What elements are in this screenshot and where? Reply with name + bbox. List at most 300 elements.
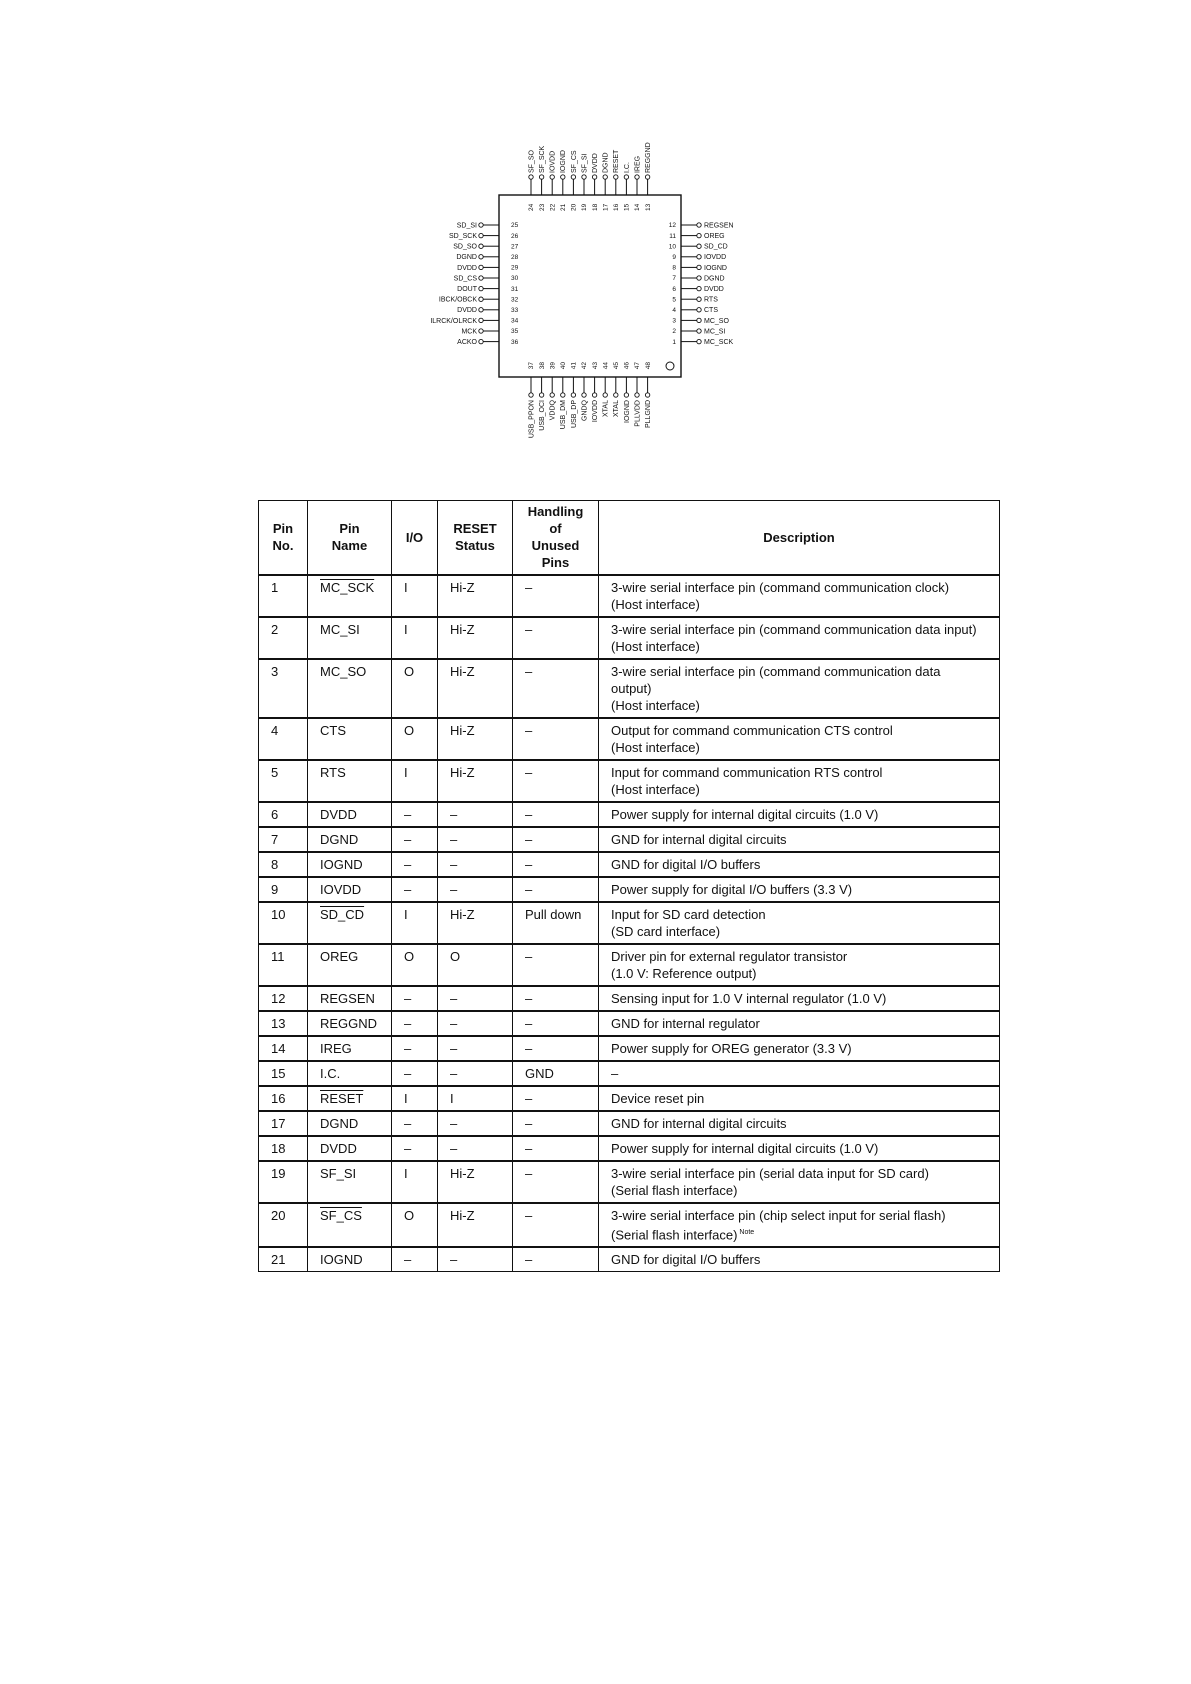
pin-terminal <box>582 175 586 179</box>
cell-name-text: REGSEN <box>320 990 375 1006</box>
pin-number-label: 17 <box>602 203 610 211</box>
cell-reset <box>438 1111 513 1136</box>
pin-terminal <box>550 175 554 179</box>
cell-io <box>392 1036 438 1061</box>
cell-desc <box>599 760 1000 802</box>
cell-desc-text: Input for command communication RTS control (Host interface) <box>611 764 883 797</box>
cell-io-text: O <box>404 722 415 738</box>
table-row <box>259 760 1000 802</box>
pin-terminal <box>614 393 618 397</box>
pin-number-label: 27 <box>511 243 519 251</box>
cell-unused-text: – <box>525 621 533 637</box>
header-io: I/O <box>392 501 438 575</box>
table-row <box>259 1247 1000 1272</box>
cell-reset <box>438 902 513 944</box>
cell-no-text: 17 <box>271 1115 286 1131</box>
pin-terminal <box>479 233 483 237</box>
table-row <box>259 659 1000 718</box>
cell-unused-text: – <box>525 1251 533 1267</box>
pin-terminal <box>479 255 483 259</box>
cell-unused-text: – <box>525 806 533 822</box>
cell-reset <box>438 1061 513 1086</box>
pin-number-label: 46 <box>623 362 631 370</box>
cell-desc <box>599 1136 1000 1161</box>
pin-terminal <box>697 297 701 301</box>
cell-reset <box>438 617 513 659</box>
cell-unused-text: – <box>525 856 533 872</box>
cell-desc-text: Power supply for digital I/O buffers (3.3 V) <box>611 881 853 897</box>
pin-name-label: XTAL <box>602 400 610 417</box>
header-pin-name: Pin Name <box>308 501 392 575</box>
cell-name <box>308 877 392 902</box>
cell-desc <box>599 1203 1000 1247</box>
pin-terminal <box>479 244 483 248</box>
cell-desc-text: 3-wire serial interface pin (command communication data input) (Host interface) <box>611 621 977 654</box>
cell-io-text: – <box>404 1015 412 1031</box>
cell-desc-text: Power supply for internal digital circuits (1.0 V) <box>611 806 879 822</box>
cell-desc <box>599 617 1000 659</box>
cell-unused-text: – <box>525 831 533 847</box>
pin-terminal <box>479 329 483 333</box>
pin-terminal <box>645 175 649 179</box>
cell-desc-text: GND for digital I/O buffers <box>611 856 761 872</box>
cell-unused <box>513 1011 599 1036</box>
header-unused-handling: Handling of Unused Pins <box>513 501 599 575</box>
cell-name-text: MC_SO <box>320 663 367 679</box>
cell-name <box>308 944 392 986</box>
cell-reset <box>438 1136 513 1161</box>
pin-number-label: 9 <box>672 254 676 261</box>
pin-terminal <box>592 175 596 179</box>
cell-io-text: – <box>404 1251 412 1267</box>
cell-unused <box>513 659 599 718</box>
pin-configuration-diagram <box>430 138 800 488</box>
cell-name-text: SD_CD <box>320 906 365 922</box>
cell-no <box>259 718 308 760</box>
cell-unused <box>513 1136 599 1161</box>
pin-number-label: 12 <box>668 222 676 230</box>
table-row <box>259 902 1000 944</box>
pin-terminal <box>697 329 701 333</box>
pin-name-label: DVDD <box>704 286 724 293</box>
cell-reset <box>438 944 513 986</box>
cell-unused <box>513 1111 599 1136</box>
cell-no-text: 5 <box>271 764 279 780</box>
table-row <box>259 1011 1000 1036</box>
pin-number-label: 6 <box>672 285 676 293</box>
cell-name <box>308 986 392 1011</box>
pin-terminal <box>697 308 701 312</box>
cell-desc-text: GND for internal digital circuits <box>611 1115 787 1131</box>
pin-name-label: SD_CS <box>453 275 477 283</box>
cell-no-text: 20 <box>271 1207 286 1223</box>
cell-io-text: – <box>404 1115 412 1131</box>
cell-name-text: RTS <box>320 764 346 780</box>
cell-name-text: REGGND <box>320 1015 378 1031</box>
cell-io <box>392 1136 438 1161</box>
cell-no <box>259 1061 308 1086</box>
pin-terminal <box>603 393 607 397</box>
cell-name-text: SF_SI <box>320 1165 357 1181</box>
header-reset-status: RESET Status <box>438 501 513 575</box>
pin-terminal <box>582 393 586 397</box>
cell-name <box>308 902 392 944</box>
pin-name-label: IOGND <box>560 150 568 173</box>
cell-no-text: 18 <box>271 1140 286 1156</box>
cell-desc-text: Output for command communication CTS control (Host interface) <box>611 722 893 755</box>
pin-terminal <box>479 223 483 227</box>
cell-name-text: IOGND <box>320 1251 363 1267</box>
cell-desc-text: 3-wire serial interface pin (command communication clock) (Host interface) <box>611 579 950 612</box>
cell-desc <box>599 1036 1000 1061</box>
pin-name-label: ACKO <box>457 339 477 346</box>
pin-terminal <box>635 175 639 179</box>
cell-no <box>259 802 308 827</box>
table-body <box>259 575 1000 1272</box>
cell-io <box>392 760 438 802</box>
cell-reset-text: – <box>450 1115 458 1131</box>
pin-terminal <box>603 175 607 179</box>
cell-reset <box>438 1203 513 1247</box>
cell-unused-text: GND <box>525 1065 554 1081</box>
pin-name-label: SF_SI <box>581 153 589 173</box>
pin-number-label: 30 <box>511 275 519 283</box>
pin-name-label: GNDQ <box>581 400 589 421</box>
pin-name-label: IOGND <box>704 264 727 272</box>
cell-unused <box>513 617 599 659</box>
cell-desc-text: GND for internal digital circuits <box>611 831 787 847</box>
cell-reset-text: – <box>450 1015 458 1031</box>
pin-number-label: 18 <box>591 203 599 211</box>
cell-reset-text: – <box>450 831 458 847</box>
pin-terminal <box>697 339 701 343</box>
pin-terminal <box>571 175 575 179</box>
pin-number-label: 15 <box>623 203 631 211</box>
cell-io <box>392 659 438 718</box>
cell-desc <box>599 1161 1000 1203</box>
cell-no-text: 16 <box>271 1090 286 1106</box>
cell-no-text: 1 <box>271 579 279 595</box>
cell-no <box>259 1161 308 1203</box>
pin-terminal <box>624 393 628 397</box>
cell-name-text: IOVDD <box>320 881 362 897</box>
pin-name-label: MC_SCK <box>704 339 734 346</box>
cell-io-text: O <box>404 1207 415 1223</box>
cell-unused <box>513 1061 599 1086</box>
cell-name <box>308 1011 392 1036</box>
cell-unused <box>513 944 599 986</box>
cell-unused-text: – <box>525 1207 533 1223</box>
cell-desc <box>599 1061 1000 1086</box>
pin-name-label: PLLVDD <box>634 400 642 427</box>
cell-desc <box>599 718 1000 760</box>
cell-desc <box>599 1011 1000 1036</box>
cell-name <box>308 1036 392 1061</box>
cell-io-text: I <box>404 579 408 595</box>
cell-desc-text: 3-wire serial interface pin (command communication data output) (Host interface) <box>611 663 941 713</box>
cell-desc-text: GND for internal regulator <box>611 1015 760 1031</box>
cell-no <box>259 1011 308 1036</box>
table-row <box>259 1061 1000 1086</box>
pin-terminal <box>635 393 639 397</box>
pin-number-label: 29 <box>511 264 519 272</box>
cell-io-text: – <box>404 881 412 897</box>
pin-terminal <box>539 175 543 179</box>
cell-unused <box>513 575 599 617</box>
cell-io-text: O <box>404 663 415 679</box>
cell-unused <box>513 1036 599 1061</box>
cell-desc <box>599 659 1000 718</box>
cell-reset <box>438 986 513 1011</box>
header-description: Description <box>599 501 1000 575</box>
cell-reset-text: – <box>450 990 458 1006</box>
cell-no <box>259 617 308 659</box>
pin-name-label: VDDQ <box>549 400 557 421</box>
pin-name-label: USB_DP <box>570 400 578 429</box>
cell-reset <box>438 877 513 902</box>
pin-terminal <box>645 393 649 397</box>
pin-terminal <box>697 233 701 237</box>
cell-name <box>308 852 392 877</box>
cell-reset <box>438 802 513 827</box>
table-row <box>259 986 1000 1011</box>
cell-name <box>308 1136 392 1161</box>
pin-terminal <box>539 393 543 397</box>
pin-terminal <box>592 393 596 397</box>
cell-unused-text: – <box>525 948 533 964</box>
pin-terminal <box>529 175 533 179</box>
cell-io <box>392 902 438 944</box>
cell-no <box>259 575 308 617</box>
cell-io-text: I <box>404 621 408 637</box>
pin-number-label: 3 <box>672 317 676 325</box>
cell-unused-text: – <box>525 1115 533 1131</box>
cell-no-text: 9 <box>271 881 279 897</box>
cell-desc-text: Device reset pin <box>611 1090 705 1106</box>
cell-reset <box>438 760 513 802</box>
cell-desc <box>599 986 1000 1011</box>
pin-terminal <box>697 318 701 322</box>
cell-no-text: 12 <box>271 990 286 1006</box>
pin-name-label: SF_CS <box>570 150 578 173</box>
cell-unused-text: – <box>525 1165 533 1181</box>
cell-no <box>259 944 308 986</box>
package-body <box>499 195 681 377</box>
cell-io-text: – <box>404 806 412 822</box>
table-row <box>259 1036 1000 1061</box>
cell-desc <box>599 1247 1000 1272</box>
cell-no <box>259 877 308 902</box>
pin-name-label: ILRCK/OLRCK <box>430 317 477 325</box>
cell-no-text: 15 <box>271 1065 286 1081</box>
pin-name-label: REGGND <box>645 142 652 173</box>
cell-no <box>259 902 308 944</box>
cell-name-text: DVDD <box>320 806 357 822</box>
pin-terminal <box>697 265 701 269</box>
pin-name-label: DOUT <box>457 286 477 293</box>
cell-name <box>308 575 392 617</box>
pin-name-label: IOVDD <box>592 400 599 423</box>
cell-name <box>308 1061 392 1086</box>
cell-unused <box>513 760 599 802</box>
cell-name-text: IOGND <box>320 856 363 872</box>
cell-desc <box>599 852 1000 877</box>
cell-name <box>308 760 392 802</box>
pin-name-label: RESET <box>613 149 621 173</box>
cell-desc <box>599 902 1000 944</box>
pin-number-label: 11 <box>669 232 676 240</box>
cell-unused <box>513 1086 599 1111</box>
cell-reset-text: Hi-Z <box>450 1207 475 1223</box>
pin-number-label: 8 <box>672 264 676 272</box>
header-pin-no: Pin No. <box>259 501 308 575</box>
cell-unused <box>513 986 599 1011</box>
cell-no <box>259 1136 308 1161</box>
pin-name-label: MC_SO <box>704 317 729 325</box>
pin-number-label: 2 <box>672 328 676 336</box>
cell-reset-text: Hi-Z <box>450 1165 475 1181</box>
cell-io <box>392 1011 438 1036</box>
cell-reset <box>438 718 513 760</box>
pin-name-label: PLLGND <box>645 400 652 429</box>
pin-name-label: DGND <box>602 152 610 173</box>
cell-io <box>392 852 438 877</box>
cell-unused <box>513 1247 599 1272</box>
cell-name-text: MC_SI <box>320 621 360 637</box>
cell-no-text: 19 <box>271 1165 286 1181</box>
pin-name-label: MCK <box>461 328 477 336</box>
pin-name-label: DVDD <box>457 264 477 272</box>
pin-number-label: 31 <box>511 285 519 293</box>
cell-name-text: CTS <box>320 722 346 738</box>
pin-name-label: SD_CD <box>704 243 728 251</box>
cell-io <box>392 1061 438 1086</box>
cell-no-text: 3 <box>271 663 279 679</box>
pin-number-label: 43 <box>591 362 599 370</box>
pin-number-label: 40 <box>560 362 567 370</box>
pin-name-label: IOVDD <box>549 150 557 173</box>
cell-no-text: 4 <box>271 722 279 738</box>
cell-name-text: I.C. <box>320 1065 341 1081</box>
table-row <box>259 617 1000 659</box>
table-header-row <box>259 501 1000 575</box>
cell-desc <box>599 944 1000 986</box>
cell-io <box>392 802 438 827</box>
cell-io-text: I <box>404 906 408 922</box>
cell-no <box>259 760 308 802</box>
pin-name-label: SF_SO <box>528 150 536 173</box>
pin-terminal <box>479 265 483 269</box>
cell-no-text: 7 <box>271 831 279 847</box>
cell-desc-text: Power supply for internal digital circuits (1.0 V) <box>611 1140 879 1156</box>
cell-reset <box>438 575 513 617</box>
cell-unused-text: – <box>525 1015 533 1031</box>
cell-reset-text: – <box>450 1140 458 1156</box>
cell-no-text: 21 <box>271 1251 286 1267</box>
cell-desc-text: 3-wire serial interface pin (chip select input for serial flash) (Serial flash interface) <box>611 1207 946 1242</box>
pin-number-label: 45 <box>613 362 620 370</box>
cell-io <box>392 1111 438 1136</box>
cell-no <box>259 1086 308 1111</box>
cell-desc-text: 3-wire serial interface pin (serial data input for SD card) (Serial flash interface) <box>611 1165 929 1198</box>
cell-reset <box>438 1161 513 1203</box>
cell-unused <box>513 718 599 760</box>
cell-name <box>308 718 392 760</box>
pin-number-label: 21 <box>560 203 567 211</box>
pin-number-label: 13 <box>644 203 652 211</box>
cell-desc <box>599 802 1000 827</box>
pin-name-label: I.C. <box>623 162 631 173</box>
pin-name-label: IOGND <box>623 400 631 423</box>
table-row <box>259 1086 1000 1111</box>
pin-number-label: 10 <box>668 243 676 251</box>
cell-no <box>259 986 308 1011</box>
cell-unused-text: Pull down <box>525 906 582 922</box>
pin-name-label: DGND <box>704 275 725 283</box>
cell-unused <box>513 827 599 852</box>
pin-name-label: USB_OCI <box>539 400 546 431</box>
pin-terminal <box>697 244 701 248</box>
cell-name-text: DGND <box>320 1115 359 1131</box>
cell-reset <box>438 852 513 877</box>
cell-io <box>392 986 438 1011</box>
cell-io <box>392 877 438 902</box>
table-row <box>259 827 1000 852</box>
cell-name <box>308 802 392 827</box>
cell-reset <box>438 659 513 718</box>
cell-name-text: RESET <box>320 1090 364 1106</box>
cell-reset-text: – <box>450 806 458 822</box>
cell-name <box>308 1161 392 1203</box>
cell-reset <box>438 1247 513 1272</box>
cell-unused-text: – <box>525 1090 533 1106</box>
cell-unused-text: – <box>525 663 533 679</box>
cell-reset <box>438 1011 513 1036</box>
cell-name <box>308 1247 392 1272</box>
pin-terminal <box>571 393 575 397</box>
pin-number-label: 14 <box>634 203 642 211</box>
cell-unused <box>513 1161 599 1203</box>
table-row <box>259 1136 1000 1161</box>
cell-no-text: 14 <box>271 1040 286 1056</box>
pin-terminal <box>697 223 701 227</box>
pin-terminal <box>479 318 483 322</box>
cell-no-text: 10 <box>271 906 286 922</box>
cell-unused-text: – <box>525 881 533 897</box>
pin-number-label: 1 <box>672 338 676 346</box>
pin-terminal <box>697 286 701 290</box>
cell-reset-text: – <box>450 1251 458 1267</box>
cell-reset <box>438 1086 513 1111</box>
pin-name-label: IBCK/OBCK <box>438 296 477 304</box>
pin-number-label: 48 <box>644 362 652 370</box>
cell-io-text: I <box>404 1165 408 1181</box>
cell-desc-text: Sensing input for 1.0 V internal regulator (1.0 V) <box>611 990 887 1006</box>
pin-number-label: 4 <box>672 307 676 314</box>
cell-io-text: O <box>404 948 415 964</box>
pin-number-label: 23 <box>538 203 546 211</box>
pin-number-label: 16 <box>613 203 620 211</box>
cell-no <box>259 852 308 877</box>
pin-terminal <box>529 393 533 397</box>
cell-reset-text: Hi-Z <box>450 621 475 637</box>
pin-terminal <box>479 308 483 312</box>
cell-no <box>259 827 308 852</box>
cell-reset-text: – <box>450 856 458 872</box>
cell-unused <box>513 902 599 944</box>
cell-name <box>308 659 392 718</box>
pin-name-label: DGND <box>456 254 477 262</box>
